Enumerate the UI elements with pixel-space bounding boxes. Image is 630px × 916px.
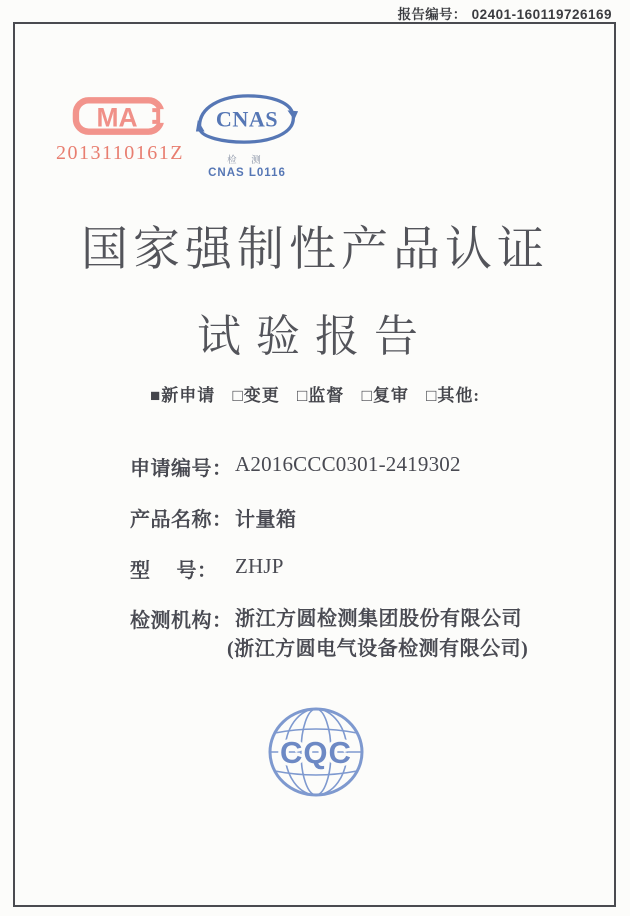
field-label: 型 号： bbox=[130, 560, 218, 582]
field-test-organization bbox=[130, 604, 528, 664]
cnas-lab-code: CNAS L0116 bbox=[208, 167, 286, 179]
field-label: 申请编号： bbox=[130, 458, 233, 480]
field-value: A2016CCC0301-2419302 bbox=[235, 452, 461, 476]
field-application-number bbox=[130, 452, 461, 481]
application-type-row bbox=[0, 381, 630, 406]
cqc-logo-icon bbox=[266, 704, 366, 800]
cma-letters: MA bbox=[96, 102, 138, 133]
field-value-line2: (浙江方圆电气设备检测有限公司) bbox=[227, 638, 529, 660]
checkbox-review: □复审 bbox=[361, 386, 409, 405]
checkbox-new-application: ■新申请 bbox=[149, 386, 216, 405]
checkbox-other: □其他: bbox=[426, 386, 481, 405]
field-value-line1: 浙江方圆检测集团股份有限公司 bbox=[235, 608, 522, 630]
cqc-mark-block bbox=[266, 704, 366, 805]
field-product-name bbox=[130, 503, 297, 532]
cma-certificate-number: 2013110161Z bbox=[56, 142, 184, 164]
field-model bbox=[130, 554, 284, 583]
cma-logo-icon bbox=[72, 96, 166, 136]
cnas-caption: 检 测 bbox=[227, 155, 267, 166]
report-number-label: 报告编号： bbox=[397, 7, 467, 22]
sub-title: 试验报告 bbox=[197, 312, 433, 361]
cnas-mark-block bbox=[192, 88, 302, 179]
field-value: 计量箱 bbox=[235, 509, 297, 531]
checkbox-change: □变更 bbox=[232, 386, 280, 405]
field-value: ZHJP bbox=[235, 554, 284, 578]
cnas-letters: CNAS bbox=[215, 106, 279, 132]
cqc-letters: CQC bbox=[280, 735, 352, 770]
cnas-logo-icon bbox=[194, 88, 300, 150]
field-label: 产品名称： bbox=[130, 509, 233, 531]
report-number-line bbox=[398, 3, 612, 23]
field-label: 检测机构： bbox=[130, 610, 233, 632]
checkbox-supervision: □监督 bbox=[297, 386, 345, 405]
cma-mark-block bbox=[56, 96, 182, 165]
main-title: 国家强制性产品认证 bbox=[81, 224, 549, 276]
report-number-value: 02401-160119726169 bbox=[471, 7, 612, 22]
